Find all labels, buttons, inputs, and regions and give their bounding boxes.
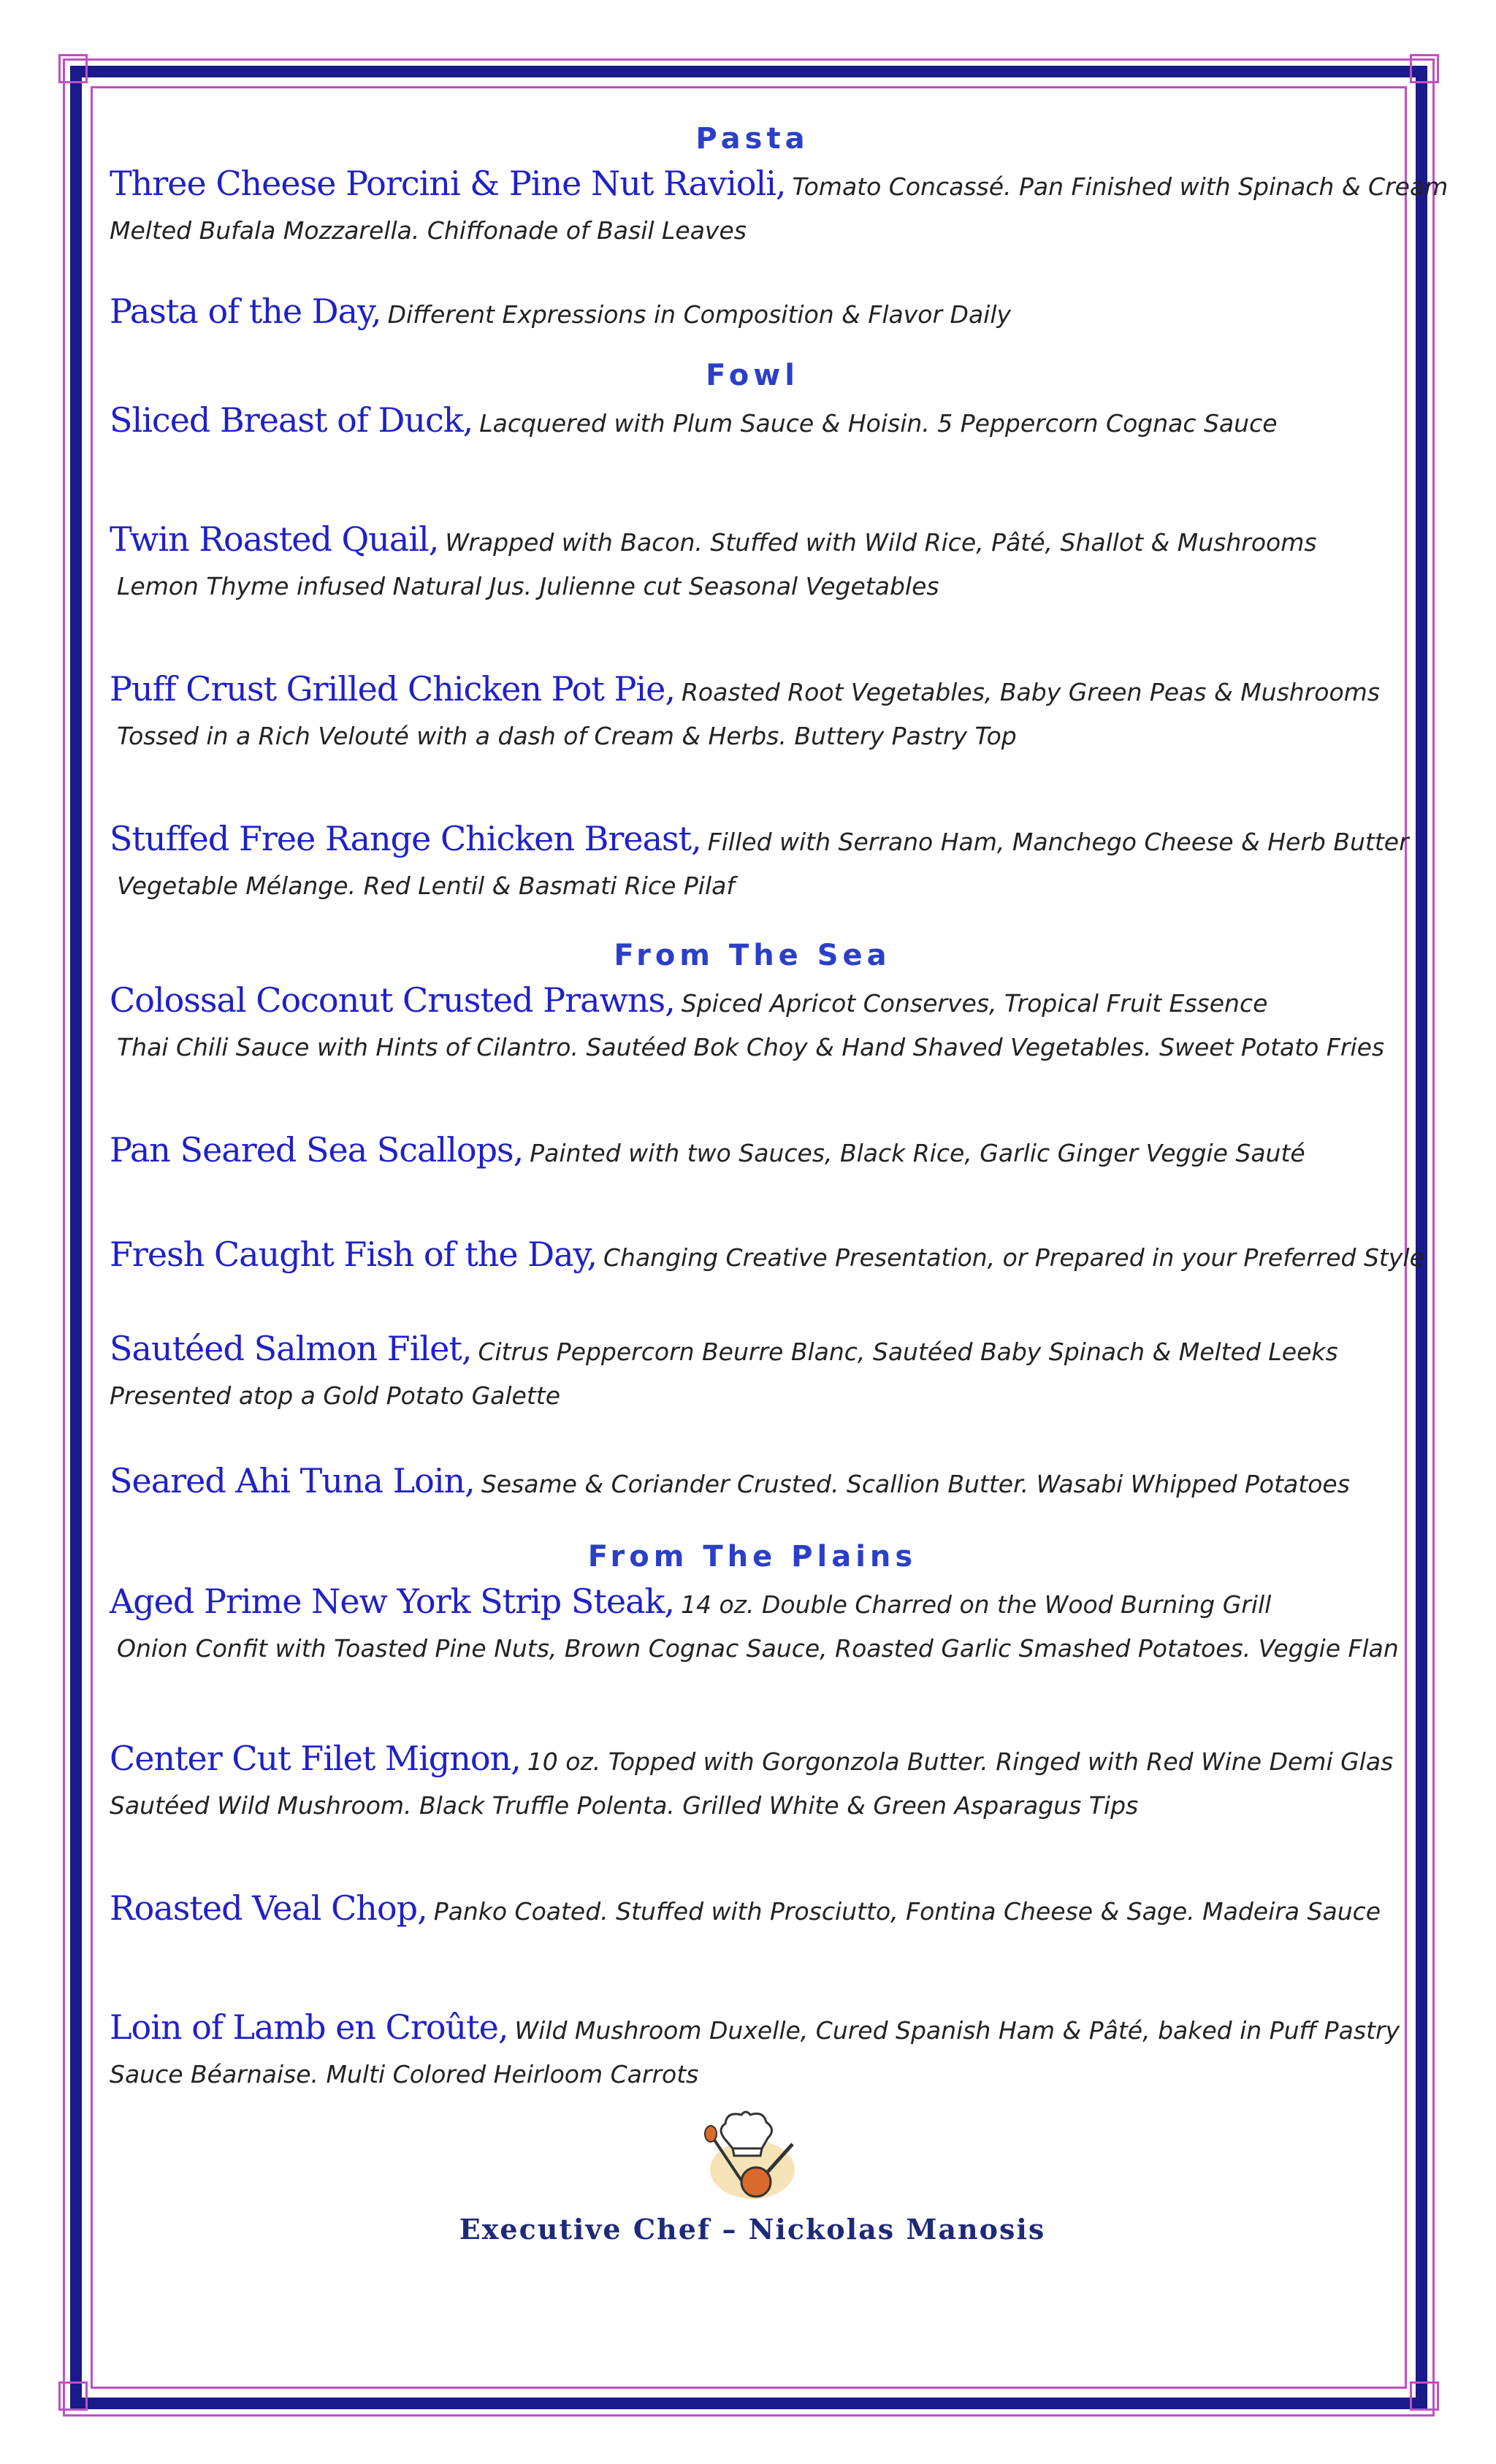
dish-description-line2: Vegetable Mélange. Red Lentil & Basmati Rice Pilaf	[117, 871, 735, 900]
section-heading: Pasta	[695, 122, 809, 156]
section-heading: From The Sea	[614, 939, 891, 972]
dish-description: Tomato Concassé. Pan Finished with Spinach & Cream	[792, 172, 1449, 201]
corner-ornament	[58, 54, 88, 83]
dish-name: Pan Seared Sea Scallops,	[110, 1130, 524, 1170]
dish-name: Fresh Caught Fish of the Day,	[110, 1235, 597, 1274]
menu-item	[110, 1458, 1395, 1507]
menu-item	[110, 1579, 1399, 1670]
dish-description-line2: Presented atop a Gold Potato Galette	[110, 1381, 561, 1410]
dish-description: Spiced Apricot Conserves, Tropical Fruit Essence	[681, 989, 1268, 1018]
dish-description-line2: Melted Bufala Mozzarella. Chiffonade of Basil Leaves	[110, 216, 747, 245]
section-heading: From The Plains	[587, 1540, 917, 1574]
footer	[110, 2100, 1395, 2246]
dish-description: 10 oz. Topped with Gorgonzola Butter. Ringed with Red Wine Demi Glas	[527, 1747, 1394, 1776]
section-heading: Fowl	[706, 359, 799, 392]
corner-ornament	[58, 2381, 88, 2411]
dish-name: Stuffed Free Range Chicken Breast,	[110, 819, 701, 858]
chef-credit: Executive Chef – Nickolas Manosis	[459, 2213, 1046, 2246]
menu-item	[110, 161, 1449, 252]
menu-item	[110, 977, 1395, 1069]
dish-description: Roasted Root Vegetables, Baby Green Peas & Mushrooms	[681, 678, 1380, 706]
menu-item	[110, 816, 1409, 907]
corner-ornament	[1410, 54, 1439, 83]
section-fowl	[110, 354, 1409, 907]
dish-name: Center Cut Filet Mignon,	[110, 1739, 521, 1778]
dish-name: Pasta of the Day,	[110, 291, 381, 331]
dish-name: Loin of Lamb en Croûte,	[110, 2007, 508, 2047]
dish-name: Sliced Breast of Duck,	[110, 400, 473, 440]
dish-name: Aged Prime New York Strip Steak,	[110, 1582, 674, 1621]
dish-name: Seared Ahi Tuna Loin,	[110, 1461, 475, 1500]
dish-name: Colossal Coconut Crusted Prawns,	[110, 980, 675, 1020]
dish-description-line2: Lemon Thyme infused Natural Jus. Julienne cut Seasonal Vegetables	[117, 572, 939, 600]
section-sea	[110, 934, 1424, 1507]
dish-name: Sautéed Salmon Filet,	[110, 1329, 472, 1368]
menu-item	[110, 666, 1395, 758]
dish-description: Lacquered with Plum Sauce & Hoisin. 5 Peppercorn Cognac Sauce	[479, 409, 1278, 438]
dish-description: Changing Creative Presentation, or Prepared in your Preferred Style	[603, 1243, 1424, 1272]
menu-item	[110, 1232, 1424, 1281]
menu-item	[110, 1127, 1395, 1176]
menu-item	[110, 2005, 1400, 2096]
dish-description: Sesame & Coriander Crusted. Scallion Butter. Wasabi Whipped Potatoes	[481, 1470, 1350, 1498]
dish-name: Puff Crust Grilled Chicken Pot Pie,	[110, 669, 675, 709]
dish-description-line2: Sautéed Wild Mushroom. Black Truffle Polenta. Grilled White & Green Asparagus Tips	[110, 1791, 1139, 1820]
menu-item	[110, 1885, 1395, 1934]
dish-description-line2: Thai Chili Sauce with Hints of Cilantro. Sautéed Bok Choy & Hand Shaved Vegetables. Sweet Potato Fries	[117, 1033, 1385, 1061]
menu-content	[110, 117, 1449, 2246]
dish-description: Panko Coated. Stuffed with Prosciutto, Fontina Cheese & Sage. Madeira Sauce	[433, 1897, 1381, 1926]
dish-description: Painted with two Sauces, Black Rice, Garlic Ginger Veggie Sauté	[530, 1139, 1305, 1167]
menu-item	[110, 1736, 1395, 1827]
corner-ornament	[1410, 2381, 1439, 2411]
dish-description-line2: Sauce Béarnaise. Multi Colored Heirloom Carrots	[110, 2060, 699, 2089]
dish-name: Twin Roasted Quail,	[110, 519, 439, 559]
dish-description: Citrus Peppercorn Beurre Blanc, Sautéed Baby Spinach & Melted Leeks	[478, 1338, 1338, 1366]
dish-description: Wild Mushroom Duxelle, Cured Spanish Ham & Pâté, baked in Puff Pastry	[514, 2016, 1400, 2045]
dish-description-line2: Tossed in a Rich Velouté with a dash of Cream & Herbs. Buttery Pastry Top	[117, 722, 1017, 750]
section-plains	[110, 1535, 1400, 2096]
dish-description: Different Expressions in Composition & Flavor Daily	[387, 300, 1012, 329]
menu-item	[110, 1326, 1395, 1417]
dish-name: Three Cheese Porcini & Pine Nut Ravioli,	[110, 164, 786, 203]
chef-hat-pan-icon	[698, 2100, 807, 2202]
menu-item	[110, 289, 1395, 337]
dish-description: Wrapped with Bacon. Stuffed with Wild Rice, Pâté, Shallot & Mushrooms	[445, 528, 1317, 557]
dish-description: Filled with Serrano Ham, Manchego Cheese & Herb Butter	[707, 828, 1409, 856]
menu-item	[110, 397, 1395, 446]
section-pasta	[110, 117, 1449, 337]
menu-item	[110, 516, 1395, 608]
dish-description: 14 oz. Double Charred on the Wood Burning Grill	[681, 1590, 1272, 1619]
dish-description-line2: Onion Confit with Toasted Pine Nuts, Brown Cognac Sauce, Roasted Garlic Smashed Potatoes. Veggie Flan	[117, 1634, 1399, 1663]
dish-name: Roasted Veal Chop,	[110, 1888, 427, 1928]
